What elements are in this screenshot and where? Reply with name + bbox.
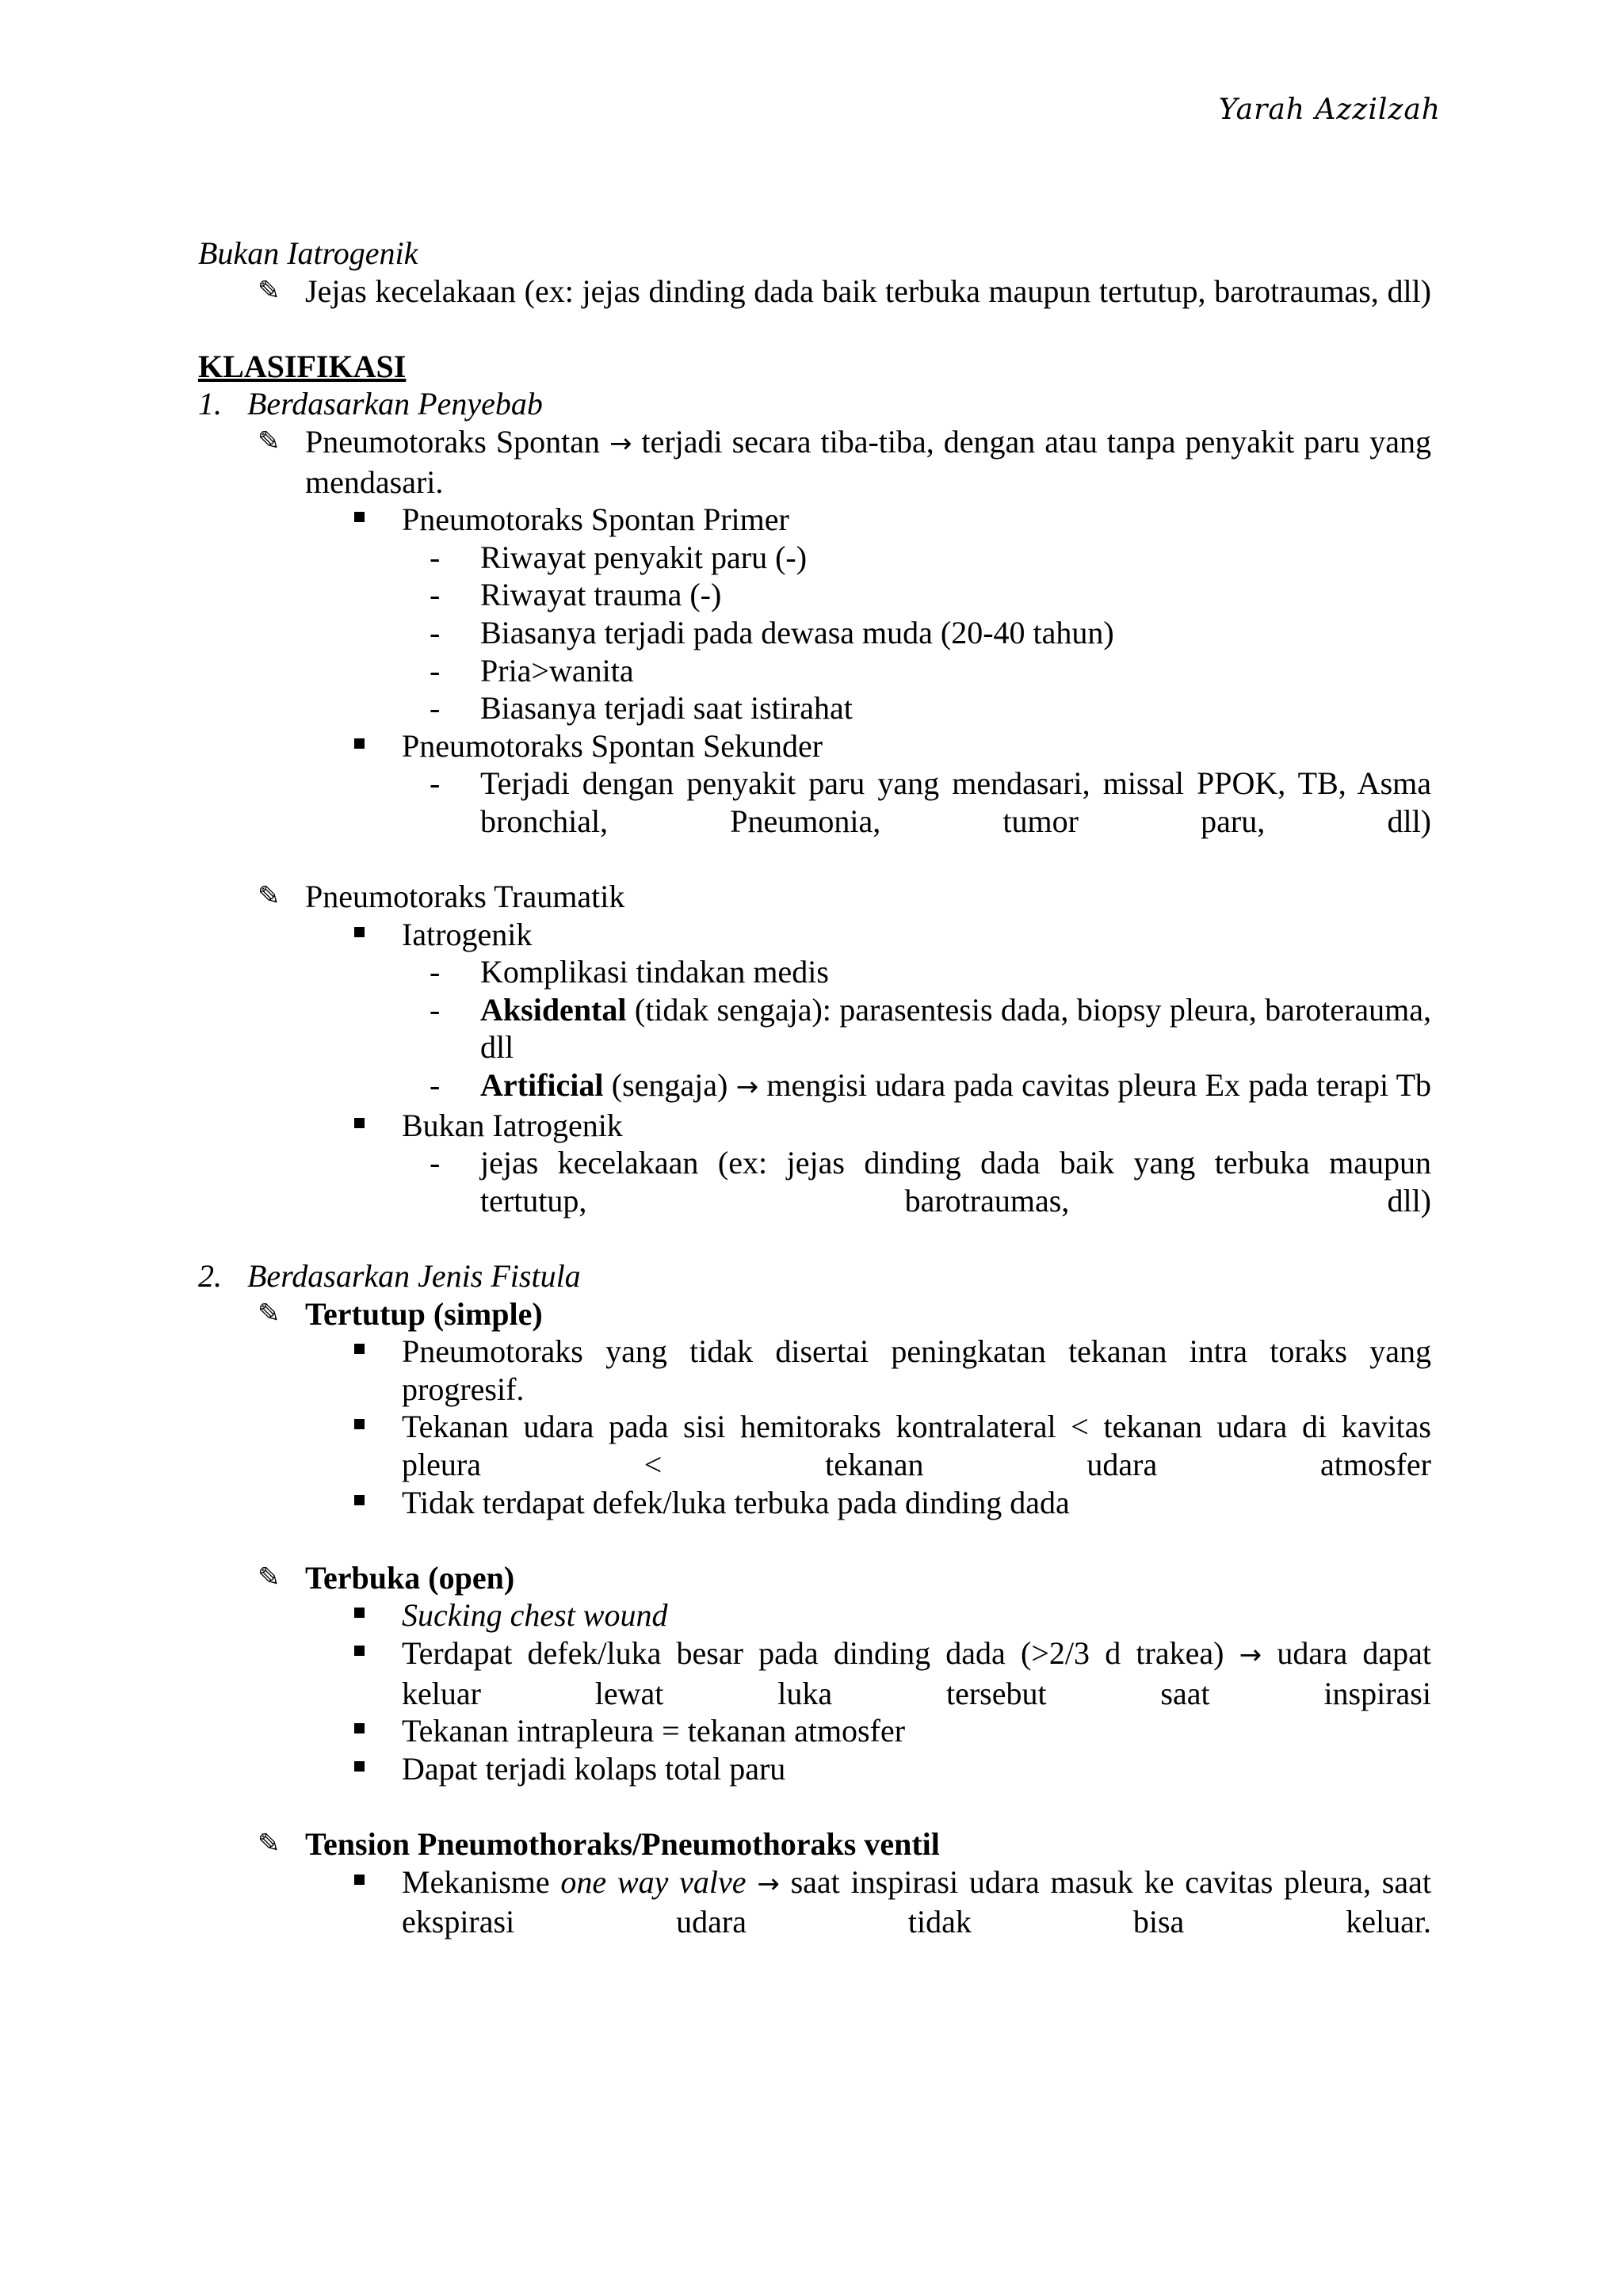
bullet-item: Sucking chest wound <box>198 1596 1431 1634</box>
dash-item: - Aksidental (tidak sengaja): parasentesis dada, biopsy pleura, baroterauma, dll <box>430 991 1432 1066</box>
section-number: 2. <box>198 1258 222 1295</box>
square-bullet-icon <box>354 927 365 937</box>
bullet-item-iatrogenik: Iatrogenik <box>198 916 1431 954</box>
section-2-title: 2. Berdasarkan Jenis Fistula <box>198 1258 581 1295</box>
list-item <box>198 273 1431 311</box>
bullet-item: Tidak terdapat defek/luka terbuka pada dinding dada <box>198 1484 1431 1522</box>
square-bullet-icon <box>354 1495 365 1505</box>
square-bullet-icon <box>354 1419 365 1429</box>
pencil-arrow-icon: ✎ <box>258 1827 281 1859</box>
square-bullet-icon <box>354 1723 365 1733</box>
square-bullet-icon <box>354 1344 365 1354</box>
bullet-item-sekunder: Pneumotoraks Spontan Sekunder <box>198 727 1431 765</box>
right-arrow-icon: → <box>735 1071 759 1104</box>
right-arrow-icon: → <box>609 427 632 460</box>
square-bullet-icon <box>354 1761 365 1772</box>
square-bullet-icon <box>354 1875 365 1885</box>
section-number: 1. <box>198 386 222 422</box>
bullet-item-primer: Pneumotoraks Spontan Primer <box>198 501 1431 539</box>
bullet-item: Pneumotoraks yang tidak disertai peningkatan tekanan intra toraks yang progresif. <box>198 1333 1431 1408</box>
pencil-arrow-icon: ✎ <box>258 1297 281 1329</box>
document-body <box>198 235 1431 1941</box>
dash-item: - Komplikasi tindakan medis <box>430 954 829 990</box>
list-item-tension: ✎ Tension Pneumothoraks/Pneumothoraks ventil <box>258 1825 940 1862</box>
bullet-item: Tekanan intrapleura = tekanan atmosfer <box>198 1712 1431 1750</box>
square-bullet-icon <box>354 1608 365 1618</box>
list-item-tertutup: ✎ Tertutup (simple) <box>258 1295 543 1332</box>
pencil-arrow-icon: ✎ <box>258 274 281 307</box>
dash-item: - Biasanya terjadi saat istirahat <box>430 690 853 727</box>
dash-item: - Riwayat trauma (-) <box>430 577 722 613</box>
dash-item: - Biasanya terjadi pada dewasa muda (20-40 tahun) <box>430 614 1114 650</box>
pencil-arrow-icon: ✎ <box>258 425 281 457</box>
bullet-item: Mekanisme one way valve → saat inspirasi udara masuk ke cavitas pleura, saat ekspirasi udara tidak bisa keluar. <box>198 1863 1431 1941</box>
author-signature: Yarah Azzilzah <box>1218 93 1441 126</box>
right-arrow-icon: → <box>757 1867 780 1900</box>
list-item-spontan: ✎ Pneumotoraks Spontan → terjadi secara tiba-tiba, dengan atau tanpa penyakit paru yang mendasari. <box>258 423 1432 500</box>
list-item-terbuka: ✎ Terbuka (open) <box>258 1559 515 1596</box>
bullet-item: Tekanan udara pada sisi hemitoraks kontralateral < tekanan udara di kavitas pleura < tekanan udara atmosfer <box>198 1408 1431 1483</box>
dash-item: - Pria>wanita <box>430 652 634 688</box>
section-heading-bukan-iatrogenik: Bukan Iatrogenik <box>198 235 418 271</box>
square-bullet-icon <box>354 1646 365 1656</box>
square-bullet-icon <box>354 512 365 522</box>
bullet-item: Terdapat defek/luka besar pada dinding dada (>2/3 d trakea) → udara dapat keluar lewat luka tersebut saat inspirasi <box>198 1634 1431 1712</box>
list-item-traumatik: ✎ Pneumotoraks Traumatik <box>258 879 625 915</box>
section-1-title: 1. Berdasarkan Penyebab <box>198 386 543 422</box>
pencil-arrow-icon: ✎ <box>258 880 281 913</box>
dash-item: - Terjadi dengan penyakit paru yang mendasari, missal PPOK, TB, Asma bronchial, Pneumonia, tumor paru, dll) <box>430 765 1431 839</box>
klasifikasi-heading: KLASIFIKASI <box>198 348 407 384</box>
bullet-item-bukan-iatrogenik: Bukan Iatrogenik <box>198 1107 1431 1145</box>
square-bullet-icon <box>354 1118 365 1128</box>
list-item-text: Jejas kecelakaan (ex: jejas dinding dada baik terbuka maupun tertutup, barotraumas, dll) <box>305 273 1431 309</box>
bullet-item: Dapat terjadi kolaps total paru <box>198 1750 1431 1788</box>
dash-item: - jejas kecelakaan (ex: jejas dinding dada baik yang terbuka maupun tertutup, barotraumas, dll) <box>430 1145 1431 1219</box>
right-arrow-icon: → <box>1239 1638 1262 1671</box>
square-bullet-icon <box>354 738 365 749</box>
pencil-arrow-icon: ✎ <box>258 1561 281 1593</box>
dash-item: - Riwayat penyakit paru (-) <box>430 539 808 575</box>
dash-item: - Artificial (sengaja) → mengisi udara pada cavitas pleura Ex pada terapi Tb <box>430 1067 1432 1104</box>
